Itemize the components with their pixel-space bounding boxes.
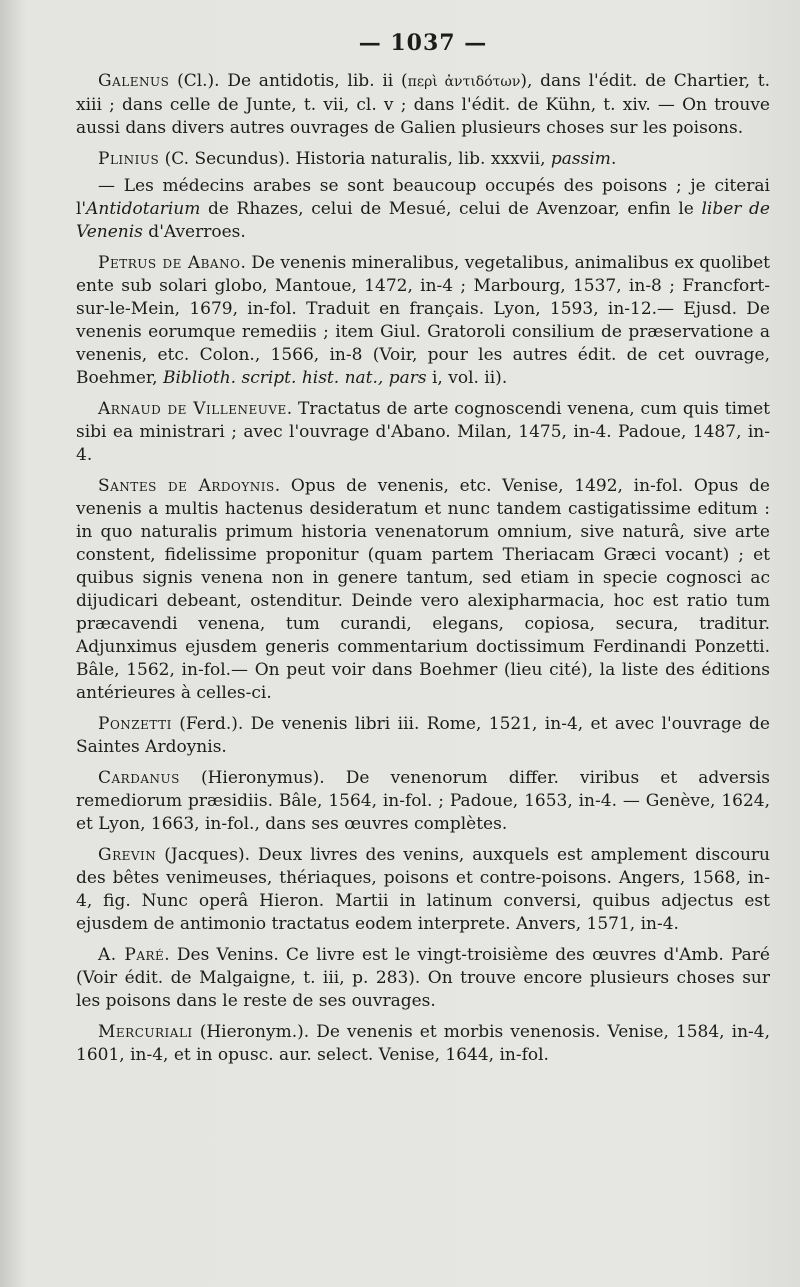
entry-greek: περὶ ἀντιδότων (407, 74, 521, 90)
entry-text-3: d'Averroes. (142, 222, 246, 242)
entry-pare (76, 944, 770, 1013)
entry-italic: Antidotarium (86, 199, 201, 219)
entry-santes-de-ardoynis (76, 475, 770, 705)
entry-author: Galenus (98, 71, 170, 91)
entry-arnaud-de-villeneuve (76, 398, 770, 467)
entry-author: A. Paré (98, 945, 165, 965)
entry-text: (Cl.). De antidotis, lib. ii ( (169, 71, 408, 91)
entry-plinius (76, 148, 770, 171)
page-number: — 1037 — (358, 30, 488, 56)
entry-mercuriali (76, 1021, 770, 1067)
entry-text: (C. Secundus). Historia naturalis, lib. xxxvii, (159, 149, 551, 169)
entry-author: Arnaud de Villeneuve (98, 399, 287, 419)
entry-author: Mercuriali (98, 1022, 193, 1042)
entry-italic: Biblioth. script. hist. nat., pars (162, 368, 427, 388)
entry-italic-2: liber de Venenis (76, 199, 770, 242)
entry-italic: passim (550, 149, 611, 169)
entry-ponzetti (76, 713, 770, 759)
entry-author: Cardanus (98, 768, 180, 788)
entry-author: Petrus de Abano (98, 253, 241, 273)
entry-author: Grevin (98, 845, 157, 865)
entry-text: . Tractatus de arte cognoscendi venena, cum quis timet sibi ea ministrari ; avec l'ouvrage d'Abano. Milan, 1475, in-4. Padoue, 1487, in-4. (76, 399, 770, 465)
entry-text-2: de Rhazes, celui de Mesué, celui de Avenzoar, enfin le (200, 199, 702, 219)
entry-text: (Ferd.). De venenis libri iii. Rome, 1521, in-4, et avec l'ouvrage de Saintes Ardoynis. (76, 714, 770, 757)
entry-text-2: . (610, 149, 617, 169)
entry-text: (Hieronym.). De venenis et morbis venenosis. Venise, 1584, in-4, 1601, in-4, et in opusc. aur. select. Venise, 1644, in-fol. (76, 1022, 770, 1065)
entry-arab-physicians (76, 175, 770, 244)
entry-text: . Opus de venenis, etc. Venise, 1492, in-fol. Opus de venenis a multis hactenus desideratum et nunc tandem castigatissime editum : in quo naturalis primum historia venenatorum omnium, sive naturâ, sive arte constent, fidelissime proponitur (quam partem Theriacam Græci vocant) ; et quibus signis venena non in genere tantum, sed etiam in specie cognosci ac dijudicari debeant, ostenditur. Deinde vero alexipharmacia, hoc est ratio tum præcavendi venena, tum curandi, elegans, copiosa, secura, traditur. Adjunximus ejusdem generis commentarium doctissimum Ferdinandi Ponzetti. Bâle, 1562, in-fol.— On peut voir dans Boehmer (lieu cité), la liste des éditions antérieures à celles-ci. (76, 476, 770, 703)
entry-galenus (76, 70, 770, 140)
entry-author: Plinius (98, 149, 160, 169)
entry-grevin (76, 844, 770, 936)
entry-text-2: ), dans l'édit. de Chartier, t. xiii ; dans celle de Junte, t. vii, cl. v ; dans l'édit. de Kühn, t. xiv. — On trouve aussi dans divers autres ouvrages de Galien plusieurs choses sur les poisons. (76, 71, 770, 138)
entry-text: (Jacques). Deux livres des venins, auxquels est amplement discouru des bêtes venimeuses, thériaques, poisons et contre-poisons. Angers, 1568, in-4, fig. Nunc operâ Hieron. Martii in latinum conversi, quibus adjectus est ejusdem de antimonio tractatus eodem interprete. Anvers, 1571, in-4. (76, 845, 770, 934)
entry-author: Santes de Ardoynis (98, 476, 275, 496)
entry-petrus-de-abano (76, 252, 770, 390)
entry-cardanus (76, 767, 770, 836)
entry-text: . Des Venins. Ce livre est le vingt-troisième des œuvres d'Amb. Paré (Voir édit. de Malgaigne, t. iii, p. 283). On trouve encore plusieurs choses sur les poisons dans le reste de ses ouvrages. (76, 945, 770, 1011)
entry-text: . De venenis mineralibus, vegetalibus, animalibus ex quolibet ente sub solari globo, Mantoue, 1472, in-4 ; Marbourg, 1537, in-8 ; Francfort-sur-le-Mein, 1679, in-fol. Traduit en français. Lyon, 1593, in-12.— Ejusd. De venenis eorumque remediis ; item Giul. Gratoroli consilium de præservatione a venenis, etc. Colon., 1566, in-8 (Voir, pour les autres édit. de cet ouvrage, Boehmer, (76, 253, 771, 388)
entry-author: Ponzetti (98, 714, 172, 734)
entry-text: (Hieronymus). De venenorum differ. viribus et adversis remediorum præsidiis. Bâle, 1564, in-fol. ; Padoue, 1653, in-4. — Genève, 1624, et Lyon, 1663, in-fol., dans ses œuvres complètes. (76, 768, 770, 834)
entry-text: — Les médecins arabes se sont beaucoup occupés des poisons ; je citerai l' (76, 176, 770, 219)
entry-text-2: i, vol. ii). (426, 368, 508, 388)
